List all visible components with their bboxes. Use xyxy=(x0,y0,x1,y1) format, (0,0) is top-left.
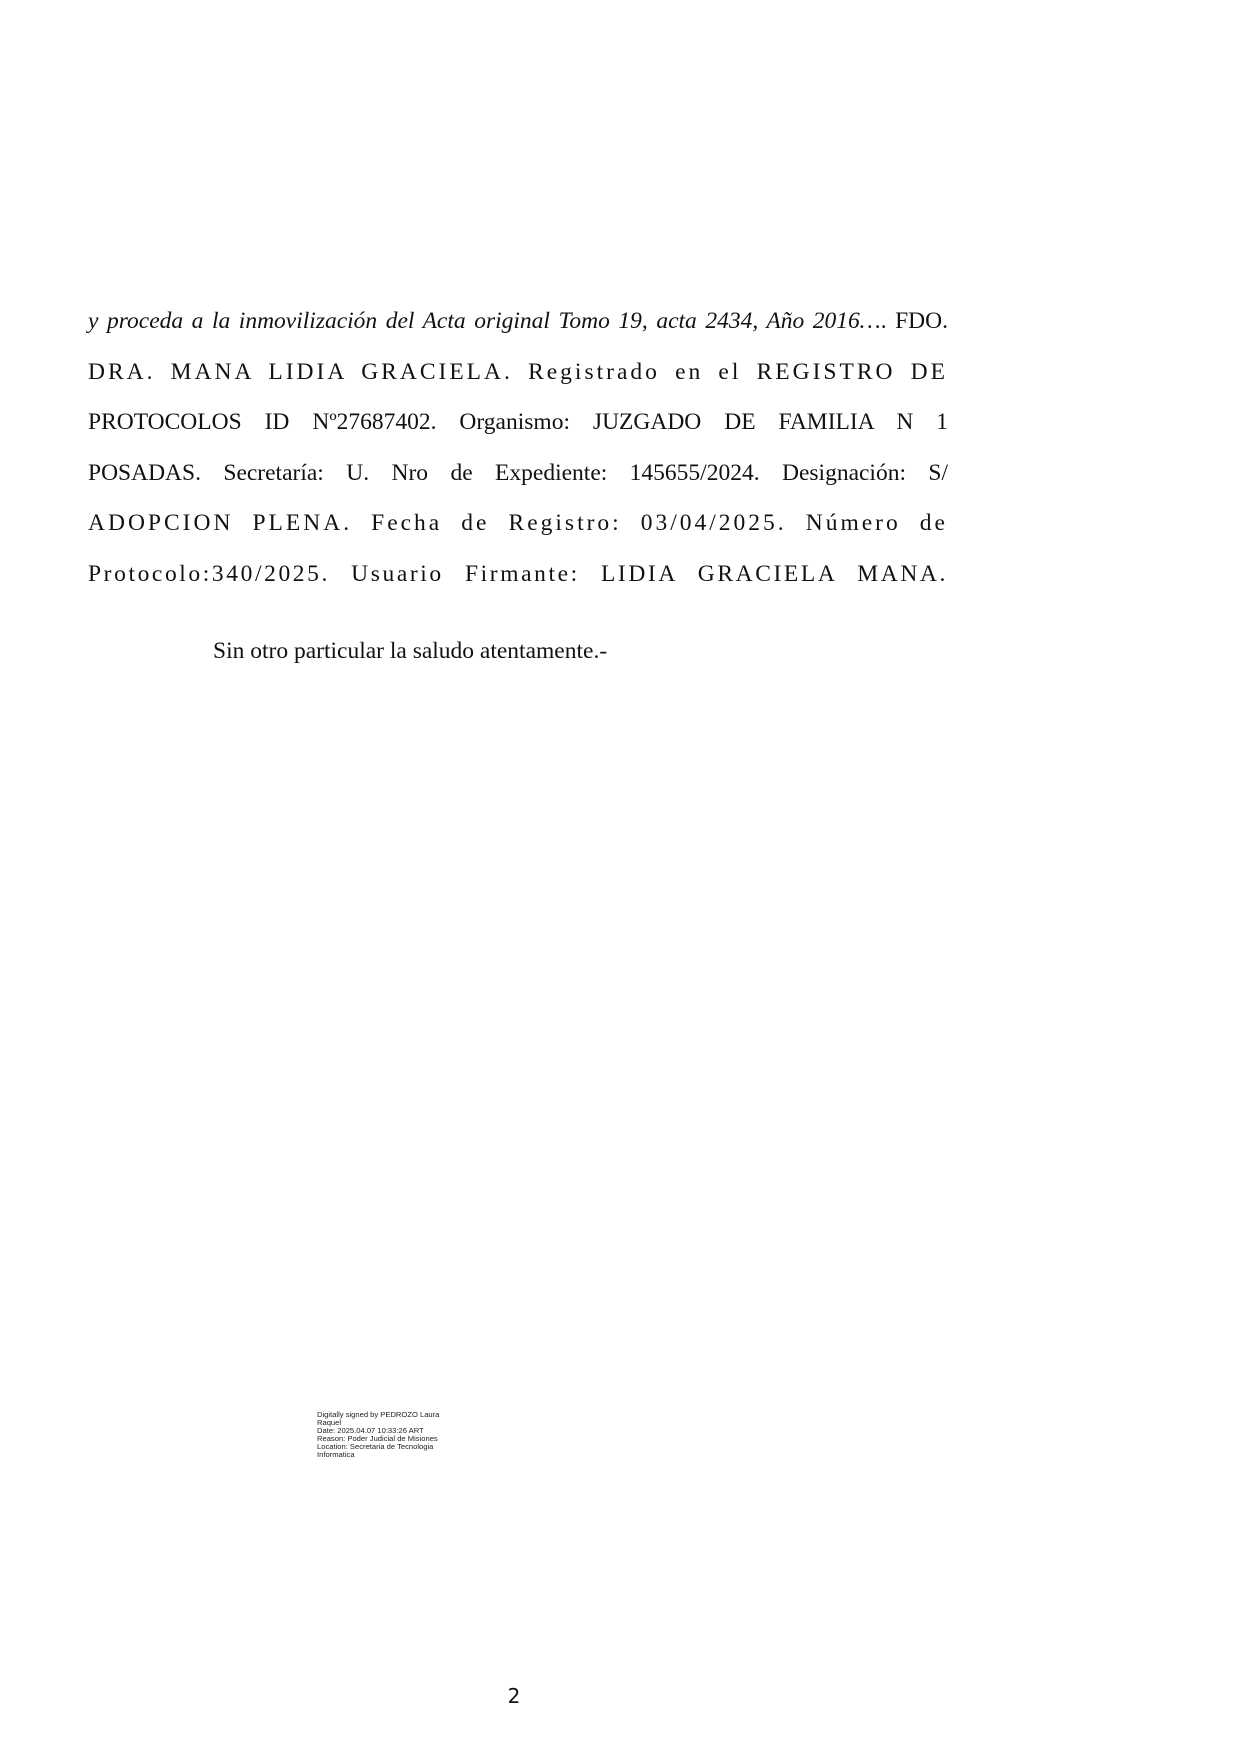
paragraph-line-3: PROTOCOLOS ID Nº27687402. Organismo: JUZGADO DE FAMILIA N 1 xyxy=(88,409,948,435)
page-number: 2 xyxy=(507,1684,521,1708)
paragraph-line-5: ADOPCION PLENA. Fecha de Registro: 03/04/2025. Número de xyxy=(88,510,948,536)
paragraph-line-1 xyxy=(88,302,948,353)
paragraph-line-4: POSADAS. Secretaría: U. Nro de Expediente: 145655/2024. Designación: S/ xyxy=(88,459,948,486)
signature-line: Digitally signed by PEDROZO Laura xyxy=(317,1410,440,1419)
paragraph-line-6: Protocolo:340/2025. Usuario Firmante: LIDIA GRACIELA MANA. xyxy=(88,560,948,587)
signature-line: Raquel xyxy=(317,1417,342,1427)
paragraph-line-2: DRA. MANA LIDIA GRACIELA. Registrado en el REGISTRO DE xyxy=(88,358,948,385)
signature-date: Date: 2025.04.07 10:33:26 ART xyxy=(317,1425,424,1435)
signature-reason: Reason: Poder Judicial de Misiones xyxy=(317,1433,438,1443)
signed-by-text: . FDO. xyxy=(880,308,949,334)
italic-quote-text: y proceda a la inmovilización del Acta original Tomo 19, acta 2434, Año 2016… xyxy=(88,308,881,334)
digital-signature-block xyxy=(317,1411,517,1458)
signature-location: Location: Secretaria de Tecnologia xyxy=(317,1441,434,1451)
signature-line: Informatica xyxy=(317,1449,355,1459)
body-paragraph xyxy=(88,302,948,605)
closing-salutation: Sin otro particular la saludo atentamente.- xyxy=(213,638,608,664)
